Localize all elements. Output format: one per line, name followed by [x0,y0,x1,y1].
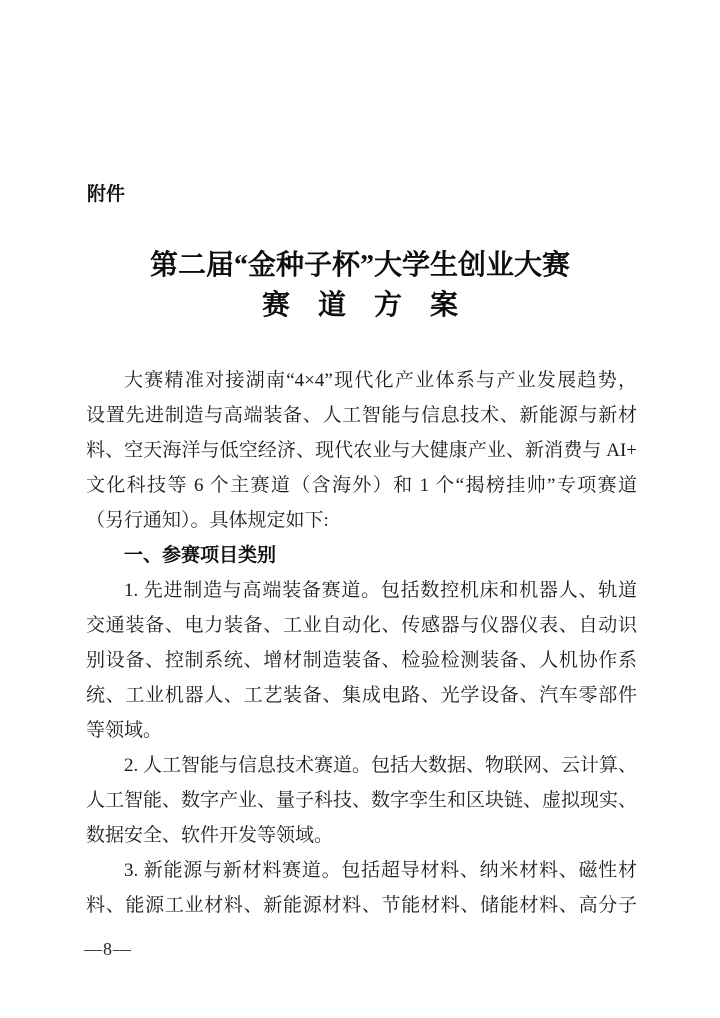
text-line: 文化科技等 6 个主赛道（含海外）和 1 个“揭榜挂帅”专项赛道 [86,475,637,496]
page-number: —8— [84,939,132,959]
text-line: 等领域。 [86,720,163,741]
text-line: 一、参赛项目类别 [124,545,277,566]
paragraph [86,853,637,923]
paragraph [86,748,637,853]
text-line: 大赛精准对接湖南“4×4”现代化产业体系与产业发展趋势， [124,370,637,391]
text-line: 设置先进制造与高端装备、人工智能与信息技术、新能源与新材 [86,405,637,426]
paragraph [86,573,637,748]
text-line: 1. 先进制造与高端装备赛道。包括数控机床和机器人、轨道 [124,580,637,601]
text-line: 别设备、控制系统、增材制造装备、检验检测装备、人机协作系 [86,650,637,671]
text-line: 数据安全、软件开发等领域。 [86,825,334,846]
paragraph [86,363,637,538]
text-line: 料、空天海洋与低空经济、现代农业与大健康产业、新消费与 AI+ [86,440,637,461]
text-line: （另行通知）。具体规定如下: [86,510,329,531]
section-heading [86,538,637,573]
text-line: 2. 人工智能与信息技术赛道。包括大数据、物联网、云计算、 [124,755,638,776]
text-line: 人工智能、数字产业、量子科技、数字孪生和区块链、虚拟现实、 [86,790,638,811]
text-line: 交通装备、电力装备、工业自动化、传感器与仪器仪表、自动识 [86,615,637,636]
text-line: 3. 新能源与新材料赛道。包括超导材料、纳米材料、磁性材 [124,860,637,881]
text-line: 统、工业机器人、工艺装备、集成电路、光学设备、汽车零部件 [86,685,637,706]
document-body [86,363,637,923]
title-line-2: 赛 道 方 案 [261,290,458,321]
title-line-1: 第二届“金种子杯”大学生创业大赛 [149,250,570,281]
attachment-label: 附件 [87,184,126,205]
text-line: 料、能源工业材料、新能源材料、节能材料、储能材料、高分子 [86,895,637,916]
document-title [0,246,720,326]
